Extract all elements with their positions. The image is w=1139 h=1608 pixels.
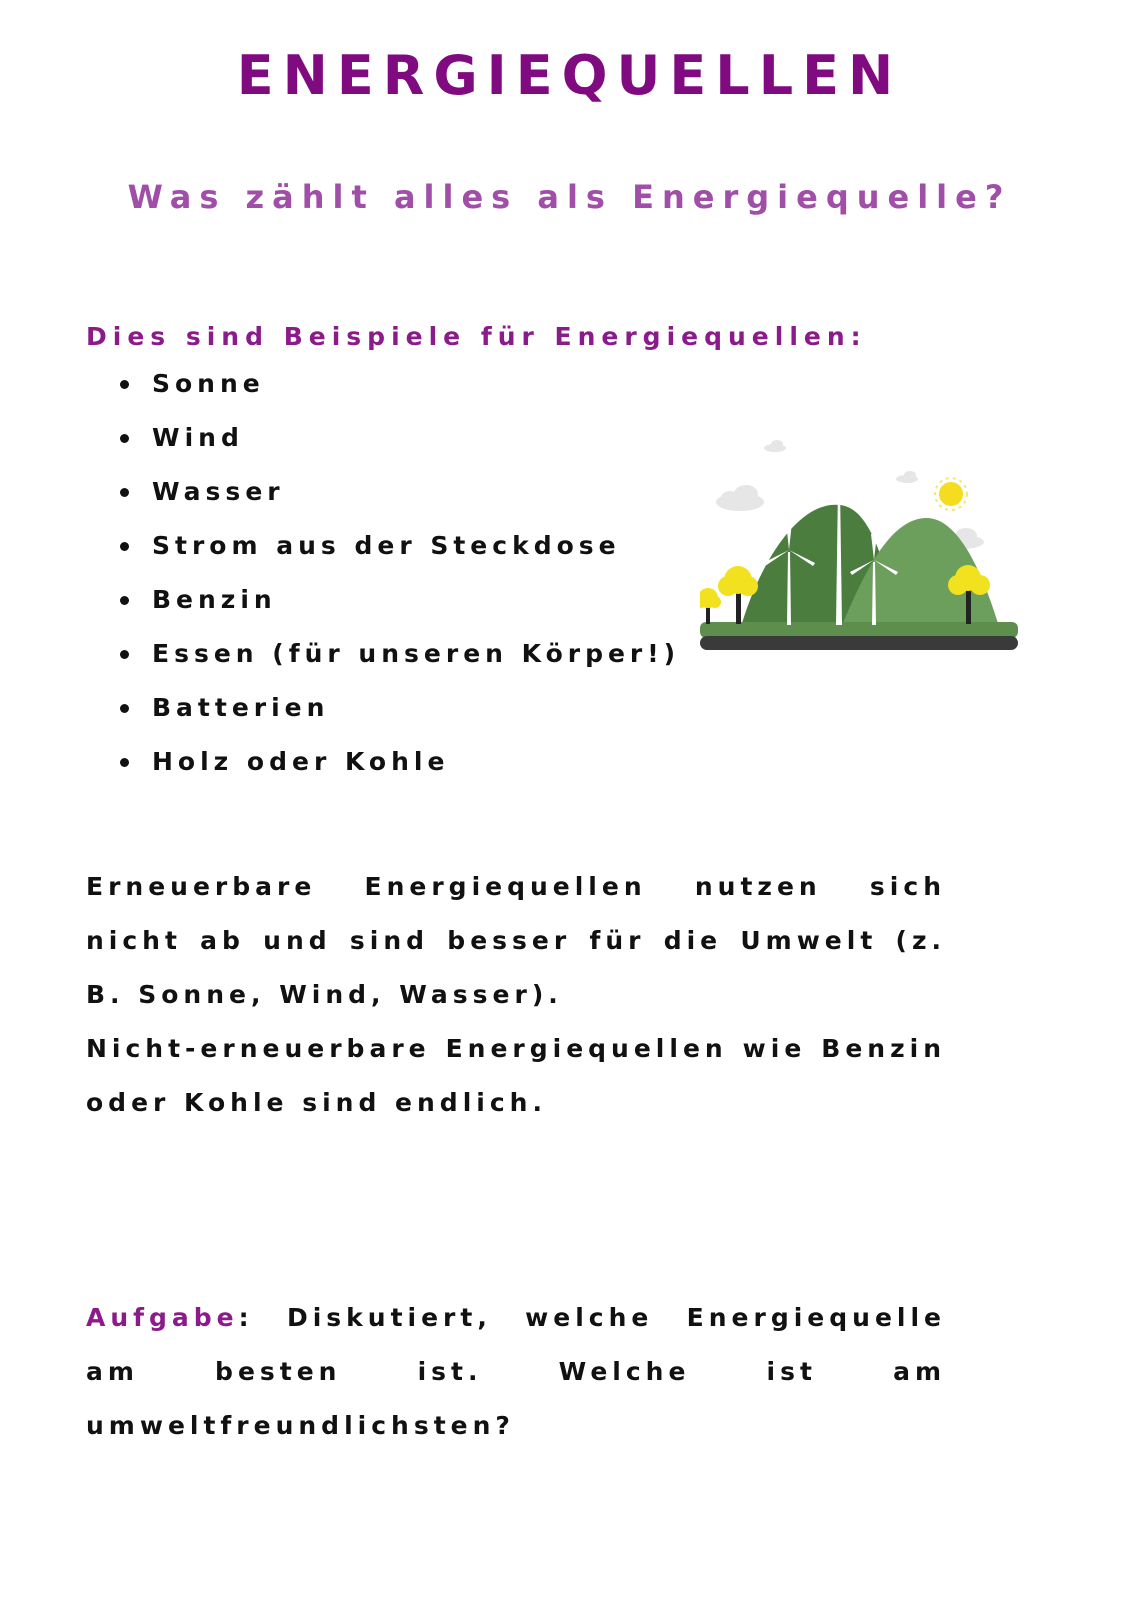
bullet-dot-icon: [120, 488, 129, 497]
list-item-text: Wind: [152, 423, 244, 452]
list-item: [118, 476, 680, 530]
bullet-dot-icon: [120, 650, 129, 659]
page-subtitle: Was zählt alles als Energiequelle?: [127, 178, 1012, 216]
bullet-dot-icon: [120, 596, 129, 605]
list-item-text: Strom aus der Steckdose: [152, 531, 621, 560]
bullet-dot-icon: [120, 758, 129, 767]
list-item: [118, 422, 680, 476]
cloud-icon: [764, 440, 786, 452]
list-item: [118, 638, 680, 692]
list-item-text: Essen (für unseren Körper!): [152, 639, 681, 668]
list-item-text: Sonne: [152, 369, 265, 398]
bullet-dot-icon: [120, 542, 129, 551]
ground-icon: [700, 622, 1018, 638]
bullet-dot-icon: [120, 704, 129, 713]
list-item-text: Batterien: [152, 693, 330, 722]
task-paragraph: [86, 1291, 946, 1453]
bullet-dot-icon: [120, 380, 129, 389]
sun-icon: [935, 478, 967, 510]
list-item: [118, 368, 680, 422]
page-title: ENERGIEQUELLEN: [236, 44, 903, 107]
list-item-text: Wasser: [152, 477, 285, 506]
examples-heading: Dies sind Beispiele für Energiequellen:: [86, 322, 867, 351]
list-item-text: Benzin: [152, 585, 277, 614]
list-item: [118, 692, 680, 746]
tree-icon: [700, 588, 721, 624]
cloud-icon: [896, 471, 918, 483]
task-text: : Diskutiert, welche Energiequelle am besten ist. Welche ist am umweltfreundlichsten?: [86, 1303, 946, 1440]
bullet-dot-icon: [120, 434, 129, 443]
list-item: [118, 530, 680, 584]
nonrenewable-text: Nicht-erneuerbare Energiequellen wie Benzin oder Kohle sind endlich.: [86, 1034, 946, 1117]
renewable-text: Erneuerbare Energiequellen nutzen sich nicht ab und sind besser für die Umwelt (z. B. Sonne, Wind, Wasser).: [86, 872, 946, 1009]
ground-base-icon: [700, 636, 1018, 650]
info-paragraph: [86, 860, 946, 1130]
wind-turbine-landscape-icon: [700, 430, 1030, 680]
list-item: [118, 746, 680, 800]
list-item-text: Holz oder Kohle: [152, 747, 450, 776]
cloud-icon: [716, 485, 764, 511]
list-item: [118, 584, 680, 638]
examples-list: [118, 368, 680, 800]
task-label: Aufgabe: [86, 1303, 239, 1332]
